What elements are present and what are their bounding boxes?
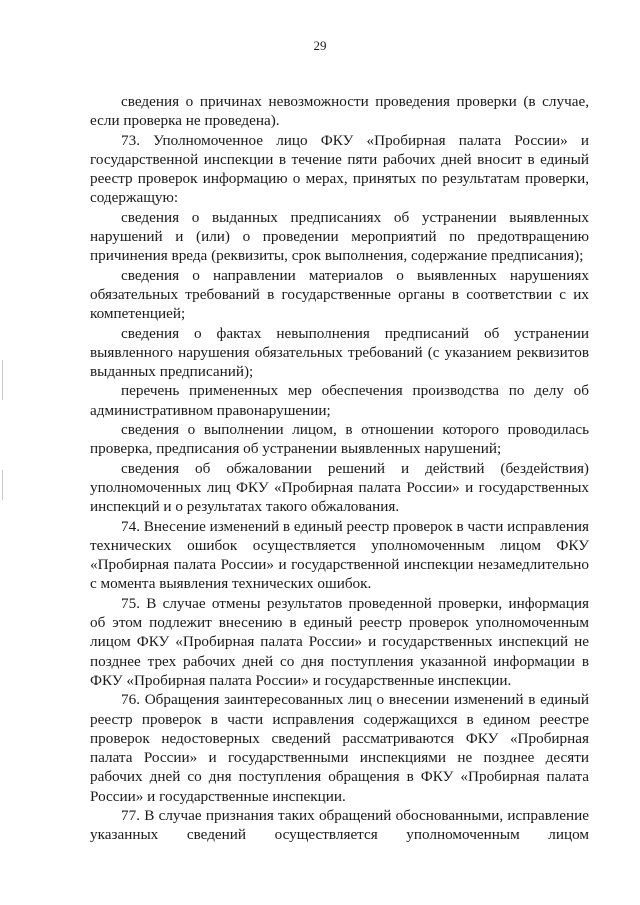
paragraph-materials-referral: сведения о направлении материалов о выявленных нарушениях обязательных требований в государственные органы в соответствии с их компетенцией; (90, 266, 589, 323)
paragraph-non-fulfillment: сведения о фактах невыполнения предписаний об устранении выявленного нарушения обязательных требований (с указанием реквизитов выданных предписаний); (90, 324, 589, 381)
scan-edge-mark-1 (2, 360, 3, 400)
scan-edge-mark-2 (2, 470, 3, 500)
paragraph-74: 74. Внесение изменений в единый реестр проверок в части исправления технических ошибок осуществляется уполномоченным лицом ФКУ «Пробирная палата России» и государственной инспекции незамедлительно с момента выявления технических ошибок. (90, 517, 589, 593)
paragraph-73: 73. Уполномоченное лицо ФКУ «Пробирная палата России» и государственной инспекции в течение пяти рабочих дней вносит в единый реестр проверок информацию о мерах, принятых по результатам проверки, содержащую: (90, 131, 589, 207)
paragraph-enforcement-measures: перечень примененных мер обеспечения производства по делу об административном правонарушении; (90, 382, 589, 419)
paragraph-order-fulfillment: сведения о выполнении лицом, в отношении которого проводилась проверка, предписания об устранении выявленных нарушений; (90, 421, 589, 458)
paragraph-75: 75. В случае отмены результатов проведенной проверки, информация об этом подлежит внесению в единый реестр проверок уполномоченным лицом ФКУ «Пробирная палата России» и государственных инспекций не позднее трех рабочих дней со дня поступления указанной информации в ФКУ «Пробирная палата России» и государственные инспекции. (90, 594, 589, 689)
document-body (90, 92, 589, 845)
paragraph-77: 77. В случае признания таких обращений обоснованными, исправление указанных сведений осуществляется уполномоченным лицом (90, 806, 589, 844)
paragraph-issued-orders: сведения о выданных предписаниях об устранении выявленных нарушений и (или) о проведении мероприятий по предотвращению причинения вреда (реквизиты, срок выполнения, содержание предписания); (90, 208, 589, 265)
paragraph-76: 76. Обращения заинтересованных лиц о внесении изменений в единый реестр проверок в части исправления содержащихся в едином реестре проверок недостоверных сведений рассматриваются ФКУ «Пробирная палата России» и государственными инспекциями не позднее десяти рабочих дней со дня поступления обращения в ФКУ «Пробирная палата России» и государственные инспекции. (90, 691, 589, 805)
page-number: 29 (313, 38, 327, 53)
paragraph-inspection-failure-reasons: сведения о причинах невозможности проведения проверки (в случае, если проверка не проведена). (90, 93, 589, 130)
paragraph-appeals: сведения об обжаловании решений и действий (бездействия) уполномоченных лиц ФКУ «Пробирная палата России» и государственных инспекций и о результатах такого обжалования. (90, 459, 589, 516)
